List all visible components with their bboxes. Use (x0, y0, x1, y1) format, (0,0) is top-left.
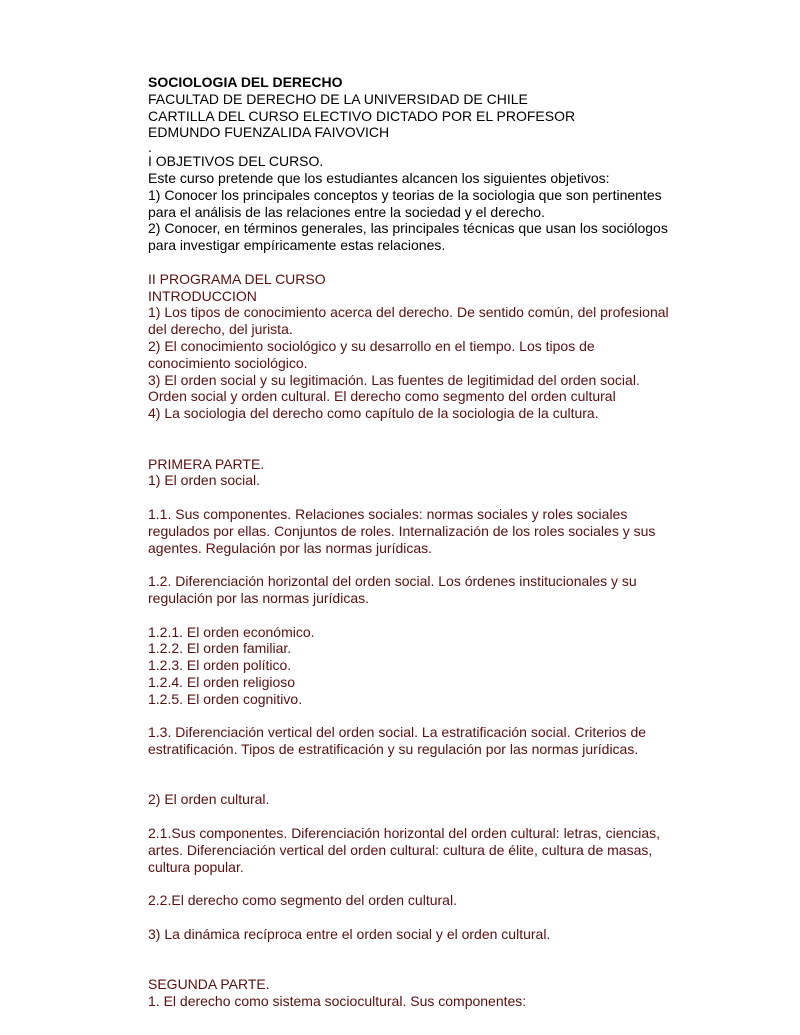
part2-heading: SEGUNDA PARTE. (148, 976, 270, 993)
separator-dot: . (148, 139, 152, 156)
objectives-heading: I OBJETIVOS DEL CURSO. (148, 153, 324, 170)
professor-line: EDMUNDO FUENZALIDA FAIVOVICH (148, 124, 390, 141)
intro-line: del derecho, del jurista. (148, 321, 293, 338)
intro-line: 4) La sociologia del derecho como capítulo de la sociologia de la cultura. (148, 405, 599, 422)
section-1-2-list-item: 1.2.1. El orden económico. (148, 623, 315, 640)
section-1-2-list-item: 1.2.5. El orden cognitivo. (148, 690, 303, 707)
objectives-line: Este curso pretende que los estudiantes alcancen los siguientes objetivos: (148, 169, 610, 186)
section-1-1-line: regulados por ellas. Conjuntos de roles. Internalización de los roles sociales y sus (148, 522, 656, 539)
objectives-line: 1) Conocer los principales conceptos y teorias de la sociologia que son pertinentes (148, 186, 662, 203)
program-heading: II PROGRAMA DEL CURSO (148, 270, 326, 287)
section-1-1-line: agentes. Regulación por las normas jurídicas. (148, 539, 433, 556)
section-1-3-line: 1.3. Diferenciación vertical del orden social. La estratificación social. Criterios de (148, 724, 647, 741)
intro-line: conocimiento sociológico. (148, 354, 308, 371)
part1-item3: 3) La dinámica recíproca entre el orden social y el orden cultural. (148, 925, 551, 942)
part2-item1: 1. El derecho como sistema sociocultural. Sus componentes: (148, 993, 527, 1010)
section-2-2-line: 2.2.El derecho como segmento del orden cultural. (148, 892, 457, 909)
section-1-2-list-item: 1.2.4. El orden religioso (148, 673, 296, 690)
part1-item2: 2) El orden cultural. (148, 791, 270, 808)
document-page (148, 74, 708, 1010)
section-2-1-line: 2.1.Sus componentes. Diferenciación horizontal del orden cultural: letras, ciencias, (148, 825, 661, 842)
objectives-line: para investigar empíricamente estas relaciones. (148, 237, 446, 254)
section-1-2-line: regulación por las normas jurídicas. (148, 589, 369, 606)
intro-line: 1) Los tipos de conocimiento acerca del derecho. De sentido común, del profesional (148, 304, 669, 321)
objectives-line: 2) Conocer, en términos generales, las principales técnicas que usan los sociólogos (148, 220, 668, 237)
intro-line: Orden social y orden cultural. El derecho como segmento del orden cultural (148, 388, 616, 405)
intro-line: 2) El conocimiento sociológico y su desarrollo en el tiempo. Los tipos de (148, 337, 595, 354)
objectives-line: para el análisis de las relaciones entre la sociedad y el derecho. (148, 203, 545, 220)
section-2-1-line: cultura popular. (148, 858, 244, 875)
intro-line: 3) El orden social y su legitimación. Las fuentes de legitimidad del orden social. (148, 371, 640, 388)
intro-heading: INTRODUCCION (148, 287, 257, 304)
part1-heading: PRIMERA PARTE. (148, 455, 265, 472)
section-1-2-line: 1.2. Diferenciación horizontal del orden social. Los órdenes institucionales y su (148, 573, 637, 590)
section-2-1-line: artes. Diferenciación vertical del orden cultural: cultura de élite, cultura de masas, (148, 841, 653, 858)
faculty-line: FACULTAD DE DERECHO DE LA UNIVERSIDAD DE CHILE (148, 90, 528, 107)
section-1-1-line: 1.1. Sus componentes. Relaciones sociales: normas sociales y roles sociales (148, 505, 628, 522)
part1-item1: 1) El orden social. (148, 472, 261, 489)
section-1-3-line: estratificación. Tipos de estratificación y su regulación por las normas jurídicas. (148, 741, 639, 758)
document-title: SOCIOLOGIA DEL DERECHO (148, 74, 343, 90)
cartilla-line: CARTILLA DEL CURSO ELECTIVO DICTADO POR EL PROFESOR (148, 107, 576, 124)
section-1-2-list-item: 1.2.2. El orden familiar. (148, 640, 292, 657)
section-1-2-list-item: 1.2.3. El orden político. (148, 657, 292, 674)
